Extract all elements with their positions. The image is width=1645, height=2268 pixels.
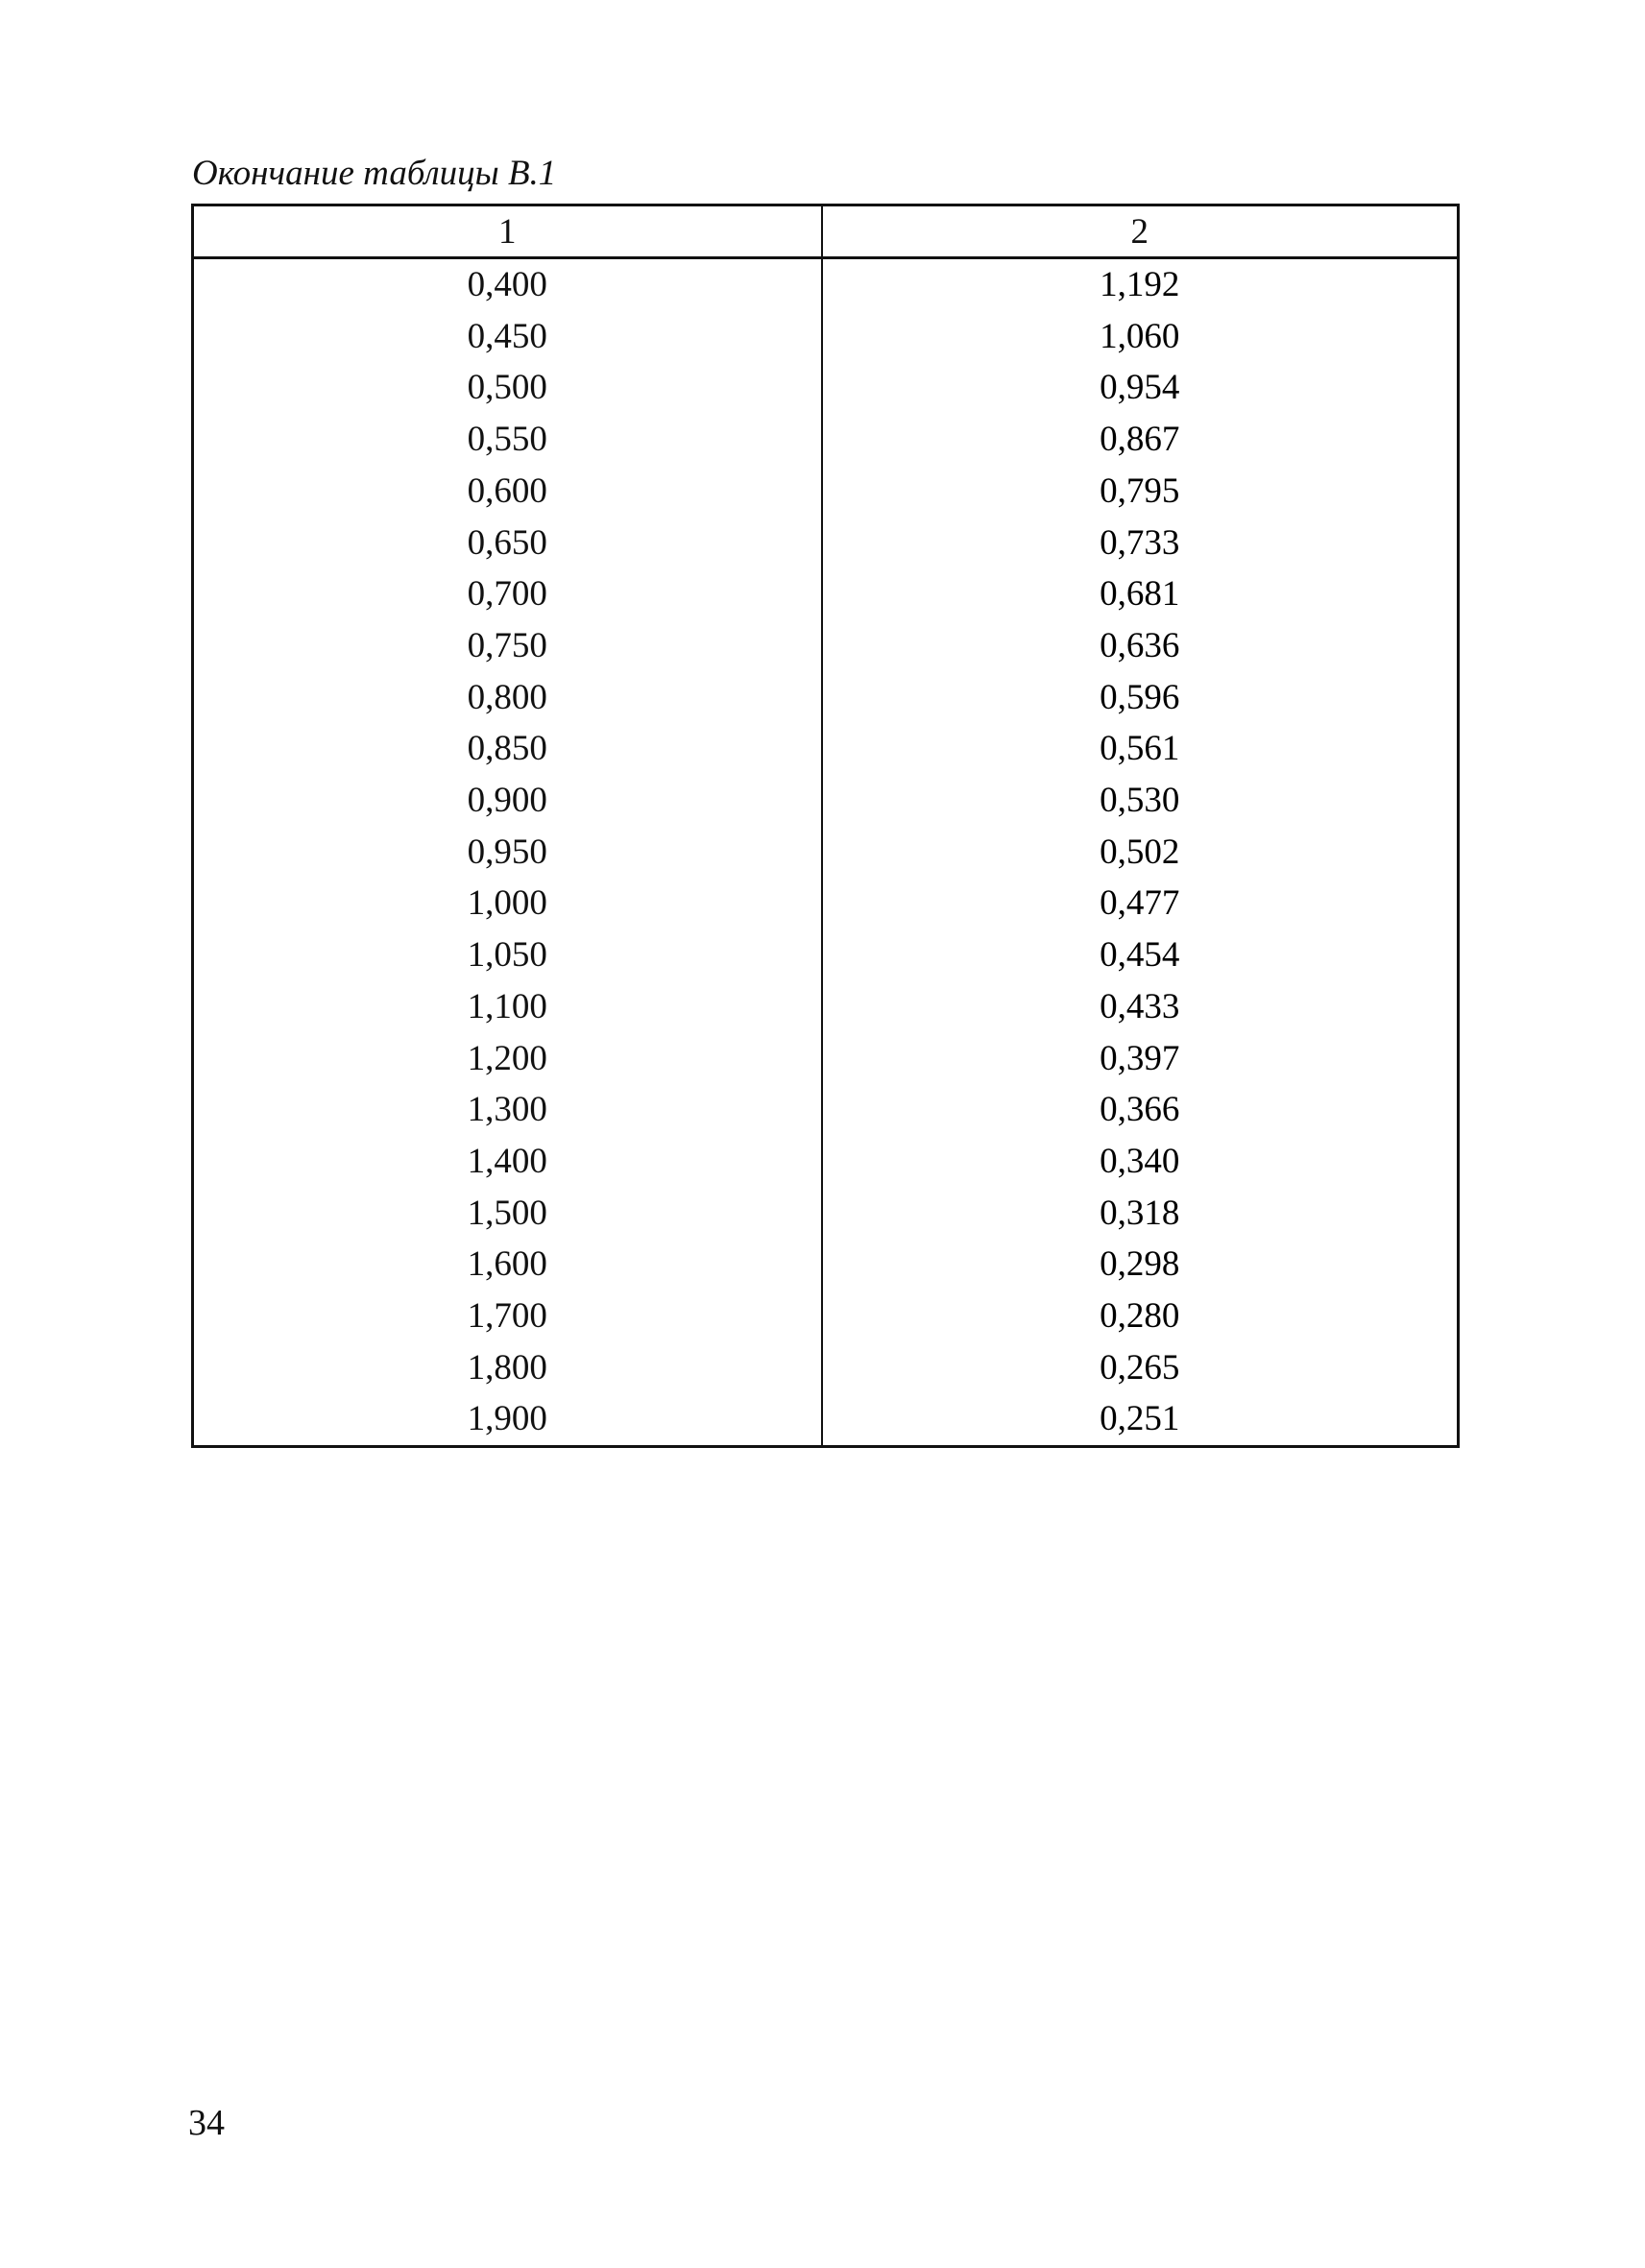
table-row bbox=[193, 362, 1459, 414]
cell-column-1: 1,000 bbox=[193, 878, 822, 929]
cell-column-1: 1,400 bbox=[193, 1136, 822, 1188]
cell-column-1: 0,450 bbox=[193, 311, 822, 363]
table-body bbox=[193, 258, 1459, 1447]
cell-column-1: 0,400 bbox=[193, 258, 822, 311]
table-row bbox=[193, 1033, 1459, 1085]
data-table-container bbox=[191, 204, 1457, 1448]
cell-column-2: 0,366 bbox=[822, 1084, 1459, 1136]
cell-column-2: 0,596 bbox=[822, 672, 1459, 724]
cell-column-1: 0,900 bbox=[193, 775, 822, 827]
cell-column-1: 0,650 bbox=[193, 518, 822, 569]
table-row bbox=[193, 414, 1459, 466]
cell-column-1: 1,700 bbox=[193, 1291, 822, 1342]
table-row bbox=[193, 827, 1459, 879]
page-number: 34 bbox=[188, 2103, 225, 2143]
cell-column-1: 1,900 bbox=[193, 1393, 822, 1446]
cell-column-2: 0,954 bbox=[822, 362, 1459, 414]
cell-column-1: 0,850 bbox=[193, 723, 822, 775]
cell-column-1: 0,700 bbox=[193, 568, 822, 620]
cell-column-2: 0,681 bbox=[822, 568, 1459, 620]
cell-column-1: 0,950 bbox=[193, 827, 822, 879]
table-row bbox=[193, 981, 1459, 1033]
cell-column-2: 0,298 bbox=[822, 1239, 1459, 1291]
table-row bbox=[193, 775, 1459, 827]
cell-column-2: 1,192 bbox=[822, 258, 1459, 311]
cell-column-1: 1,200 bbox=[193, 1033, 822, 1085]
cell-column-1: 1,300 bbox=[193, 1084, 822, 1136]
column-header-2: 2 bbox=[822, 205, 1459, 258]
cell-column-2: 0,318 bbox=[822, 1188, 1459, 1240]
table-row bbox=[193, 1084, 1459, 1136]
cell-column-2: 0,433 bbox=[822, 981, 1459, 1033]
table-row bbox=[193, 311, 1459, 363]
table-row bbox=[193, 723, 1459, 775]
cell-column-2: 1,060 bbox=[822, 311, 1459, 363]
cell-column-1: 1,500 bbox=[193, 1188, 822, 1240]
cell-column-2: 0,397 bbox=[822, 1033, 1459, 1085]
table-row bbox=[193, 929, 1459, 981]
cell-column-2: 0,280 bbox=[822, 1291, 1459, 1342]
table-row bbox=[193, 1291, 1459, 1342]
cell-column-2: 0,867 bbox=[822, 414, 1459, 466]
table-row bbox=[193, 1239, 1459, 1291]
cell-column-2: 0,795 bbox=[822, 466, 1459, 518]
table-row bbox=[193, 878, 1459, 929]
data-table bbox=[191, 204, 1460, 1448]
table-row bbox=[193, 1393, 1459, 1446]
cell-column-2: 0,733 bbox=[822, 518, 1459, 569]
cell-column-2: 0,502 bbox=[822, 827, 1459, 879]
cell-column-1: 0,500 bbox=[193, 362, 822, 414]
cell-column-2: 0,636 bbox=[822, 620, 1459, 672]
table-row bbox=[193, 518, 1459, 569]
cell-column-2: 0,477 bbox=[822, 878, 1459, 929]
table-row bbox=[193, 620, 1459, 672]
table-row bbox=[193, 1136, 1459, 1188]
cell-column-2: 0,251 bbox=[822, 1393, 1459, 1446]
cell-column-2: 0,265 bbox=[822, 1342, 1459, 1394]
cell-column-1: 0,800 bbox=[193, 672, 822, 724]
cell-column-2: 0,340 bbox=[822, 1136, 1459, 1188]
table-row bbox=[193, 258, 1459, 311]
cell-column-1: 1,100 bbox=[193, 981, 822, 1033]
cell-column-2: 0,530 bbox=[822, 775, 1459, 827]
cell-column-1: 0,750 bbox=[193, 620, 822, 672]
table-row bbox=[193, 1188, 1459, 1240]
table-row bbox=[193, 466, 1459, 518]
column-header-1: 1 bbox=[193, 205, 822, 258]
cell-column-2: 0,454 bbox=[822, 929, 1459, 981]
cell-column-1: 0,600 bbox=[193, 466, 822, 518]
table-header-row bbox=[193, 205, 1459, 258]
cell-column-1: 0,550 bbox=[193, 414, 822, 466]
table-row bbox=[193, 1342, 1459, 1394]
cell-column-1: 1,800 bbox=[193, 1342, 822, 1394]
cell-column-2: 0,561 bbox=[822, 723, 1459, 775]
cell-column-1: 1,600 bbox=[193, 1239, 822, 1291]
cell-column-1: 1,050 bbox=[193, 929, 822, 981]
table-row bbox=[193, 672, 1459, 724]
table-caption: Окончание таблицы В.1 bbox=[192, 154, 557, 193]
table-row bbox=[193, 568, 1459, 620]
